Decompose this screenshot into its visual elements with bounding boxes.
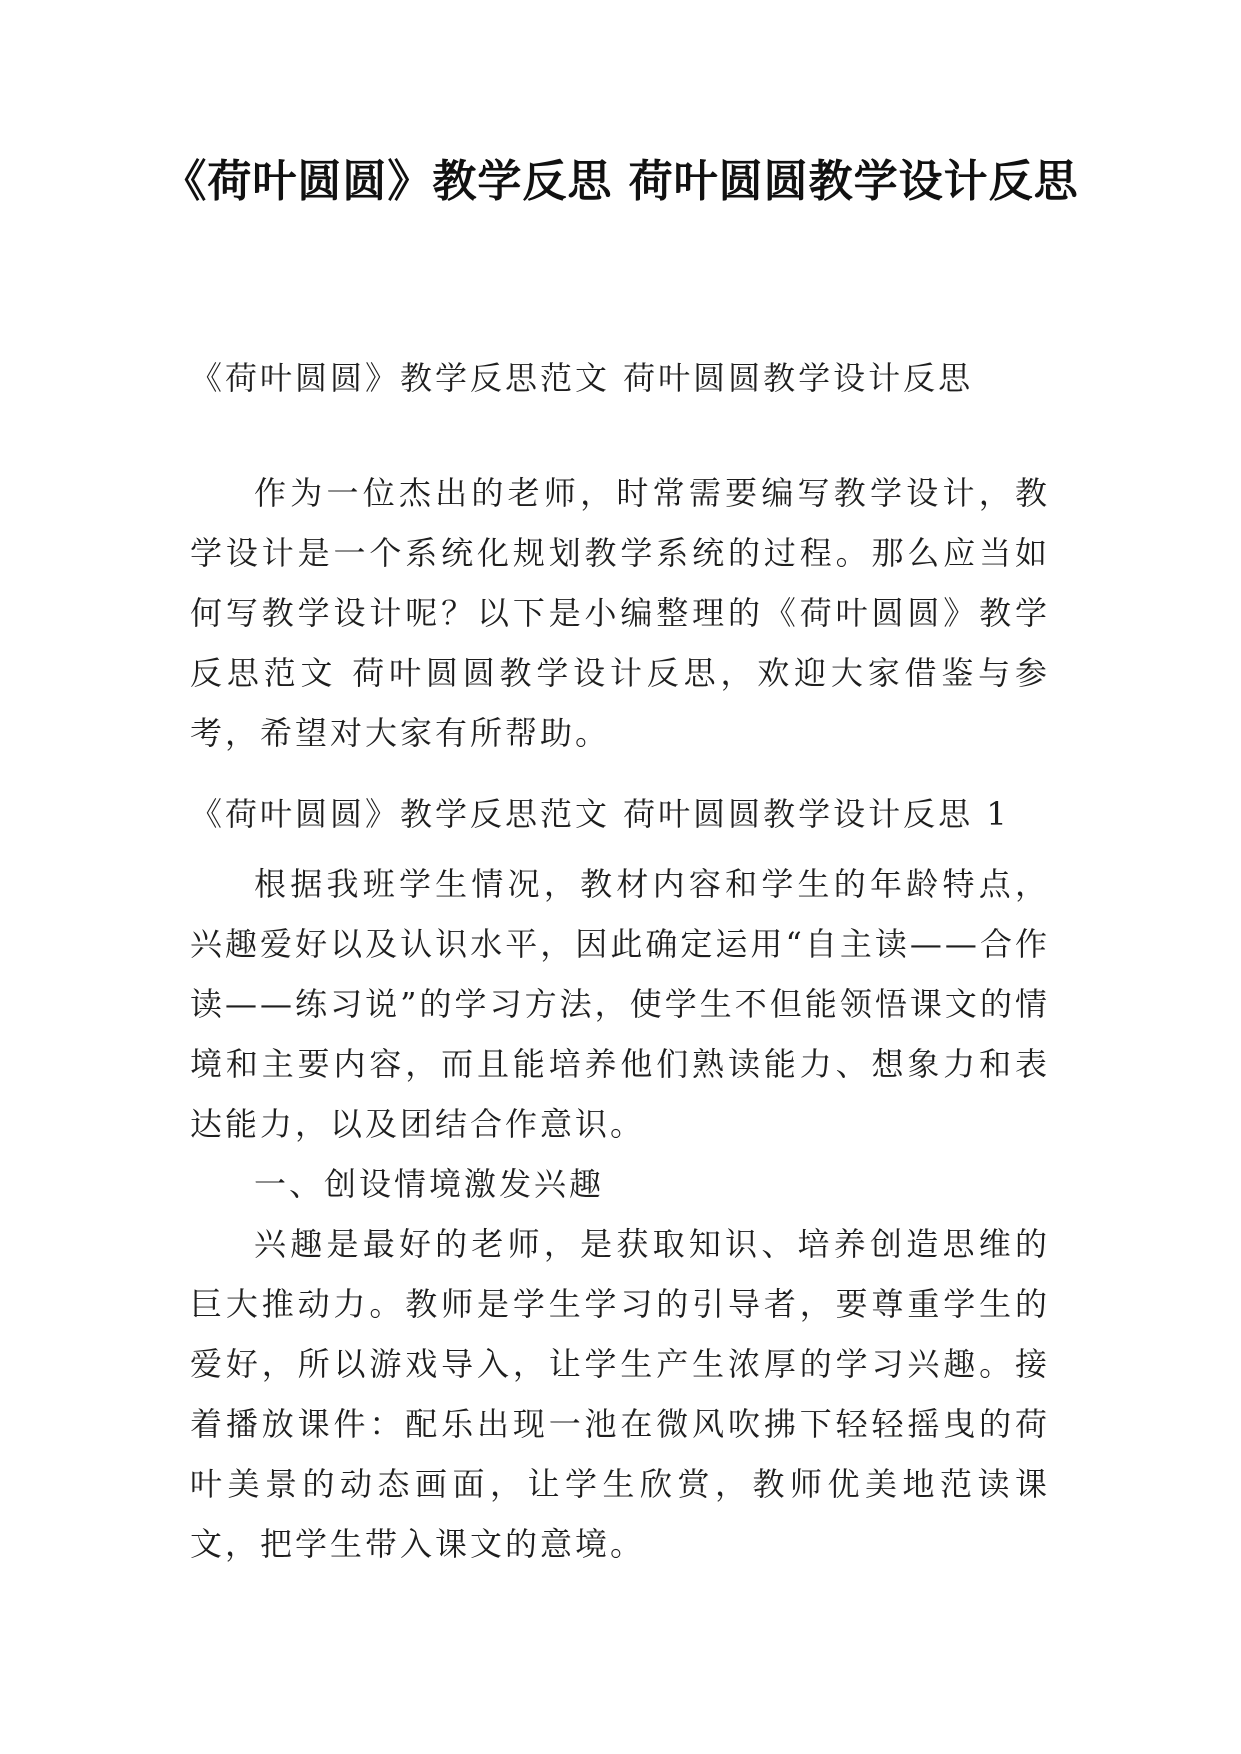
document-subtitle: 《荷叶圆圆》教学反思范文 荷叶圆圆教学设计反思 — [190, 359, 974, 397]
document-title: 《荷叶圆圆》教学反思 荷叶圆圆教学设计反思 — [162, 156, 1079, 207]
section-heading: 《荷叶圆圆》教学反思范文 荷叶圆圆教学设计反思 1 — [190, 795, 1010, 833]
subsection-heading: 一、创设情境激发兴趣 — [254, 1165, 605, 1203]
body-paragraph: 兴趣是最好的老师，是获取知识、培养创造思维的巨大推动力。教师是学生学习的引导者，要尊重学生的爱好，所以游戏导入，让学生产生浓厚的学习兴趣。接着播放课件：配乐出现一池在微风吹拂下轻轻摇曳的荷叶美景的动态画面，让学生欣赏，教师优美地范读课文，把学生带入课文的意境。 — [190, 1225, 1050, 1563]
intro-paragraph: 作为一位杰出的老师，时常需要编写教学设计，教学设计是一个系统化规划教学系统的过程。那么应当如何写教学设计呢？以下是小编整理的《荷叶圆圆》教学反思范文 荷叶圆圆教学设计反思，欢迎大家借鉴与参考，希望对大家有所帮助。 — [190, 474, 1050, 752]
body-paragraph: 根据我班学生情况，教材内容和学生的年龄特点，兴趣爱好以及认识水平，因此确定运用“自主读——合作读——练习说”的学习方法，使学生不但能领悟课文的情境和主要内容，而且能培养他们熟读能力、想象力和表达能力，以及团结合作意识。 — [190, 865, 1050, 1143]
